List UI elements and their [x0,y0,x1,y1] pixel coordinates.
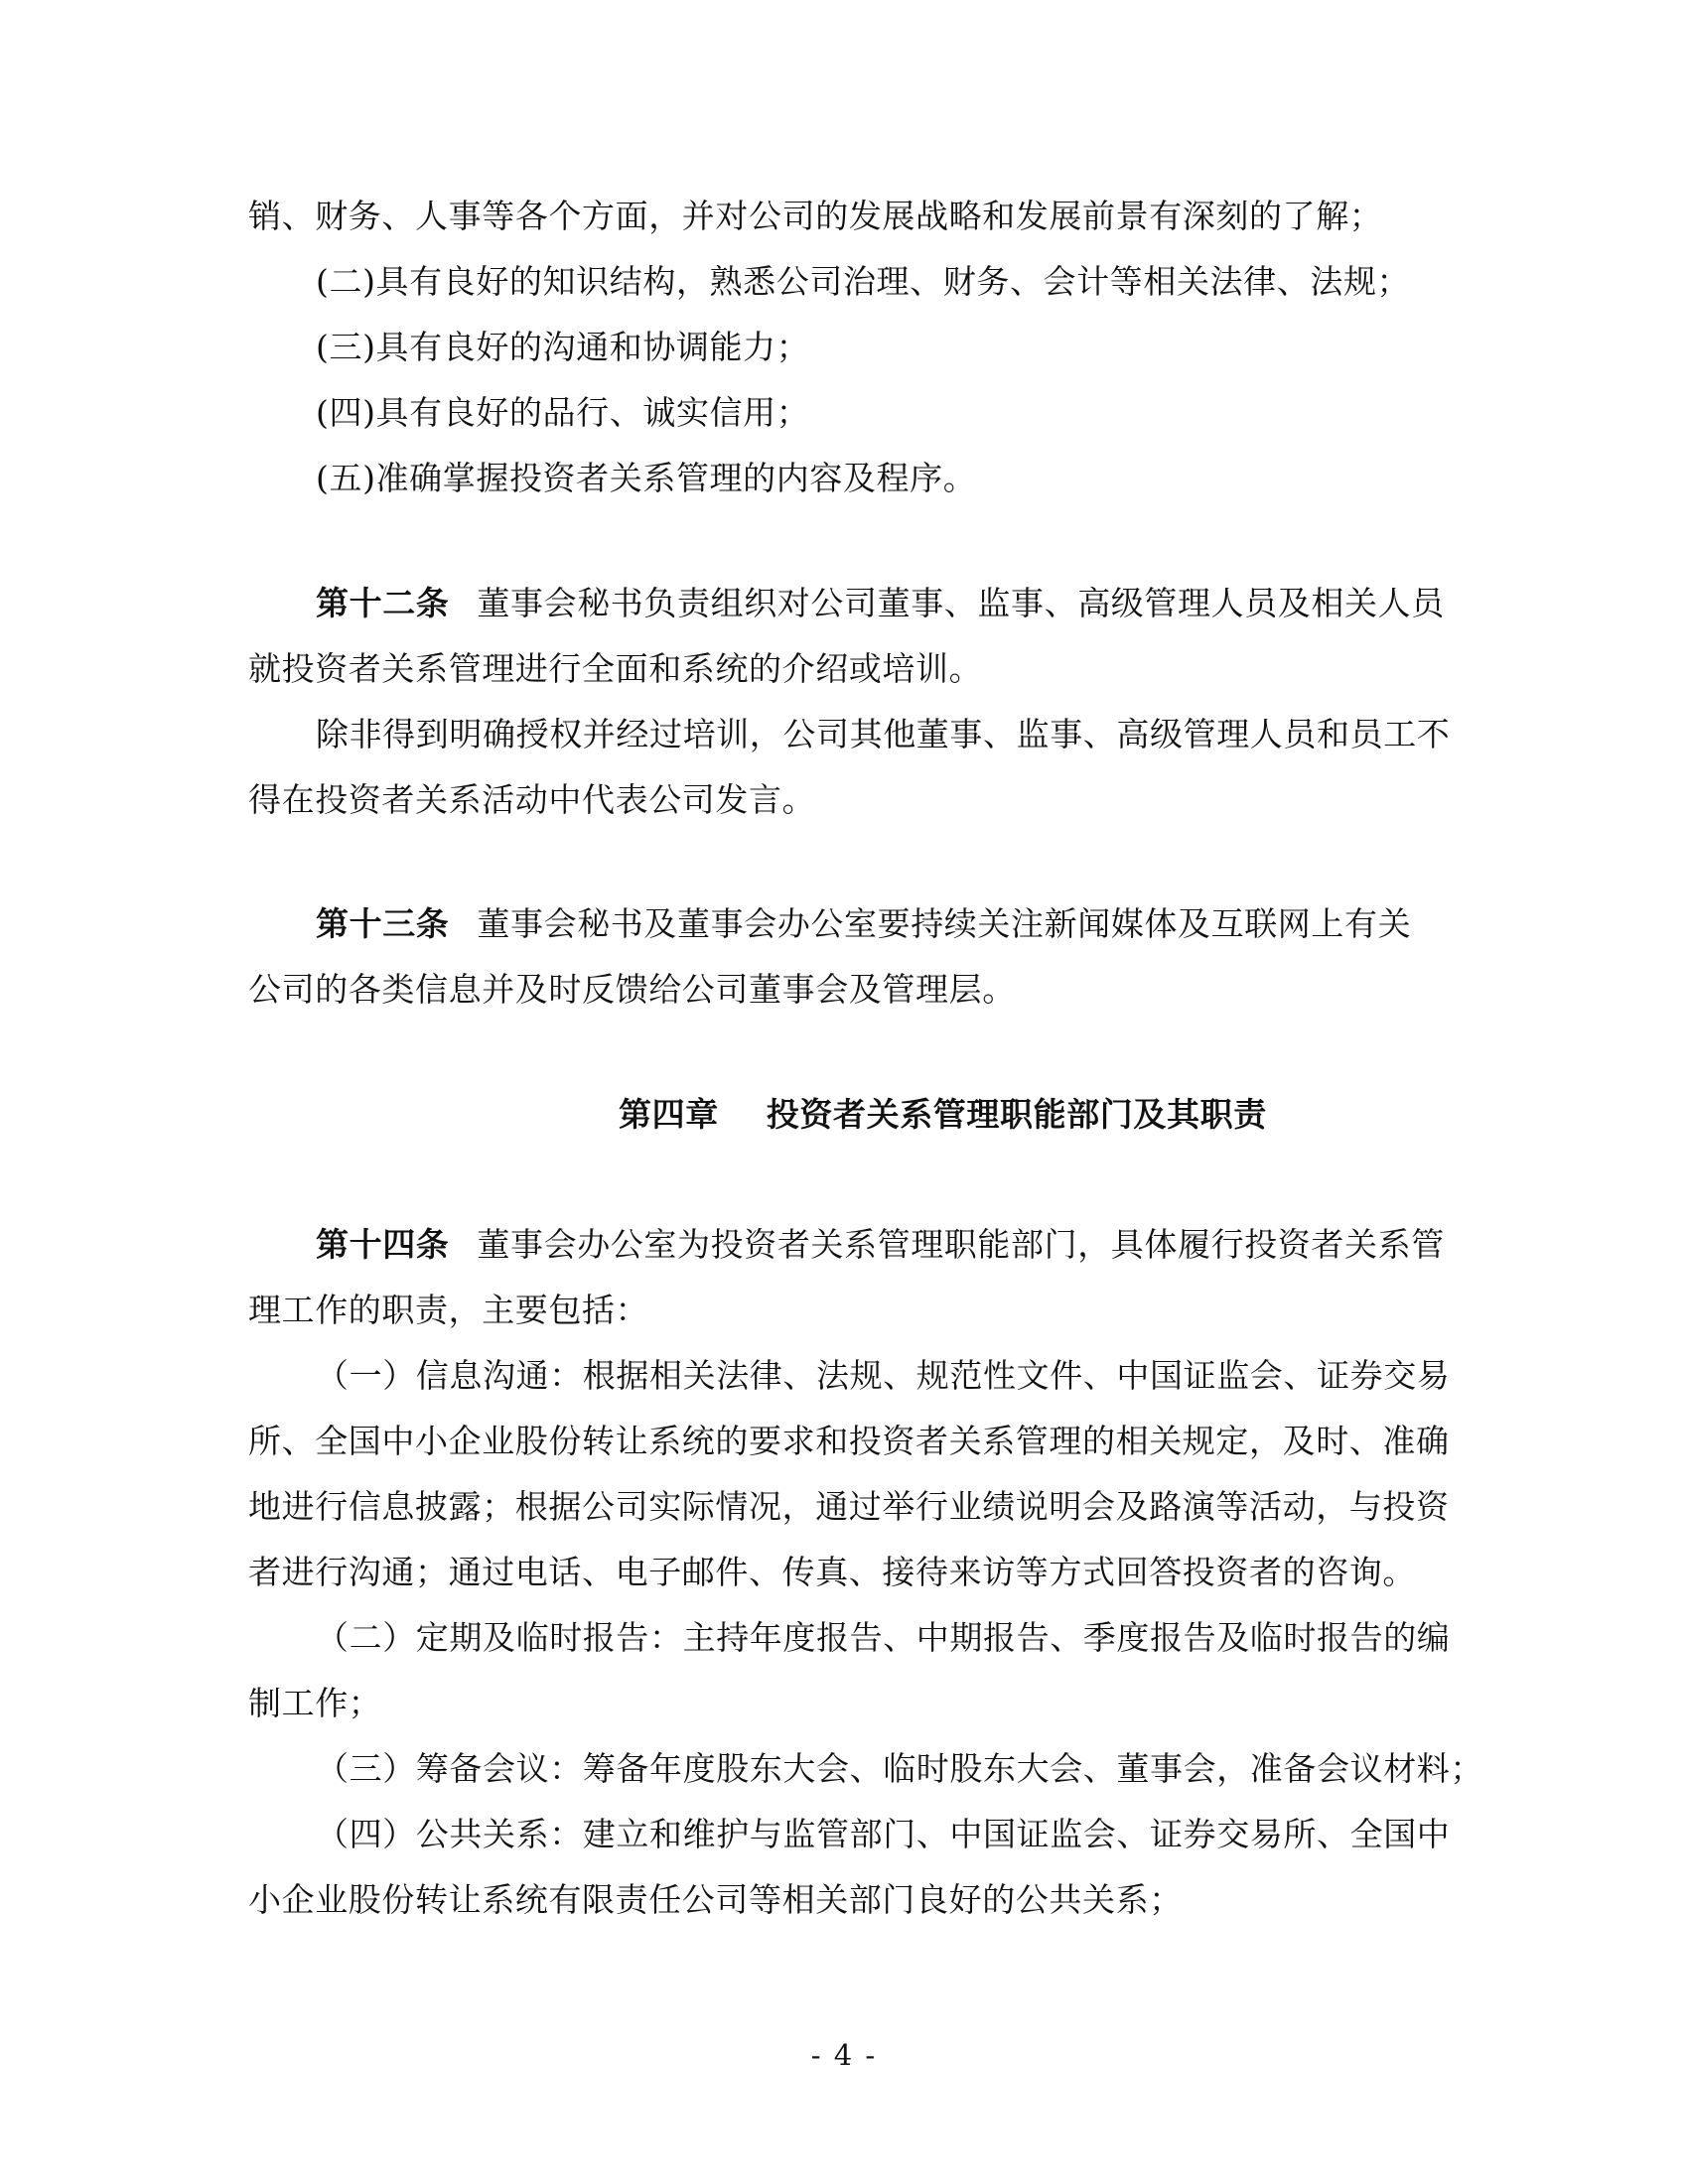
text-line: 就投资者关系管理进行全面和系统的介绍或培训。 [248,649,983,688]
list-item: (二)具有良好的知识结构，熟悉公司治理、财务、会计等相关法律、法规； [316,262,1411,301]
article-13-heading: 第十三条 [316,904,450,943]
article-13-text: 董事会秘书及董事会办公室要持续关注新闻媒体及互联网上有关 [477,904,1412,943]
chapter-number: 第四章 [619,1095,719,1134]
text-line: 理工作的职责，主要包括： [248,1291,649,1329]
article-12-first-line [316,584,1445,623]
text-line: 小企业股份转让系统有限责任公司等相关部门良好的公共关系； [248,1880,1183,1919]
article-14-heading: 第十四条 [316,1225,450,1264]
text-line: 地进行信息披露；根据公司实际情况，通过举行业绩说明会及路演等活动，与投资 [248,1487,1450,1526]
text-line: 者进行沟通；通过电话、电子邮件、传真、接待来访等方式回答投资者的咨询。 [248,1553,1416,1591]
article-13-first-line [316,904,1411,944]
text-line: 得在投资者关系活动中代表公司发言。 [248,780,816,819]
list-item: （四）公共关系：建立和维护与监管部门、中国证监会、证券交易所、全国中 [316,1815,1451,1853]
list-item: (四)具有良好的品行、诚实信用； [316,393,810,432]
text-line: 制工作； [248,1684,382,1722]
chapter-heading [619,1095,1267,1135]
list-item: (三)具有良好的沟通和协调能力； [316,328,810,366]
list-item: （二）定期及临时报告：主持年度报告、中期报告、季度报告及临时报告的编 [316,1618,1451,1657]
article-12-heading: 第十二条 [316,584,450,622]
list-item: （一）信息沟通：根据相关法律、法规、规范性文件、中国证监会、证券交易 [316,1356,1451,1395]
list-item: （三）筹备会议：筹备年度股东大会、临时股东大会、董事会，准备会议材料； [316,1749,1483,1788]
text-line: 除非得到明确授权并经过培训，公司其他董事、监事、高级管理人员和员工不 [316,715,1451,753]
article-14-first-line [316,1225,1445,1265]
text-line: 公司的各类信息并及时反馈给公司董事会及管理层。 [248,970,1016,1009]
article-12-text: 董事会秘书负责组织对公司董事、监事、高级管理人员及相关人员 [477,584,1445,622]
list-item: (五)准确掌握投资者关系管理的内容及程序。 [316,459,977,497]
page-number: - 4 - [810,2038,878,2072]
article-14-text: 董事会办公室为投资者关系管理职能部门，具体履行投资者关系管 [477,1225,1445,1264]
chapter-title: 投资者关系管理职能部门及其职责 [766,1095,1267,1134]
text-line: 所、全国中小企业股份转让系统的要求和投资者关系管理的相关规定，及时、准确 [248,1422,1450,1460]
text-line: 销、财务、人事等各个方面，并对公司的发展战略和发展前景有深刻的了解； [248,197,1383,235]
